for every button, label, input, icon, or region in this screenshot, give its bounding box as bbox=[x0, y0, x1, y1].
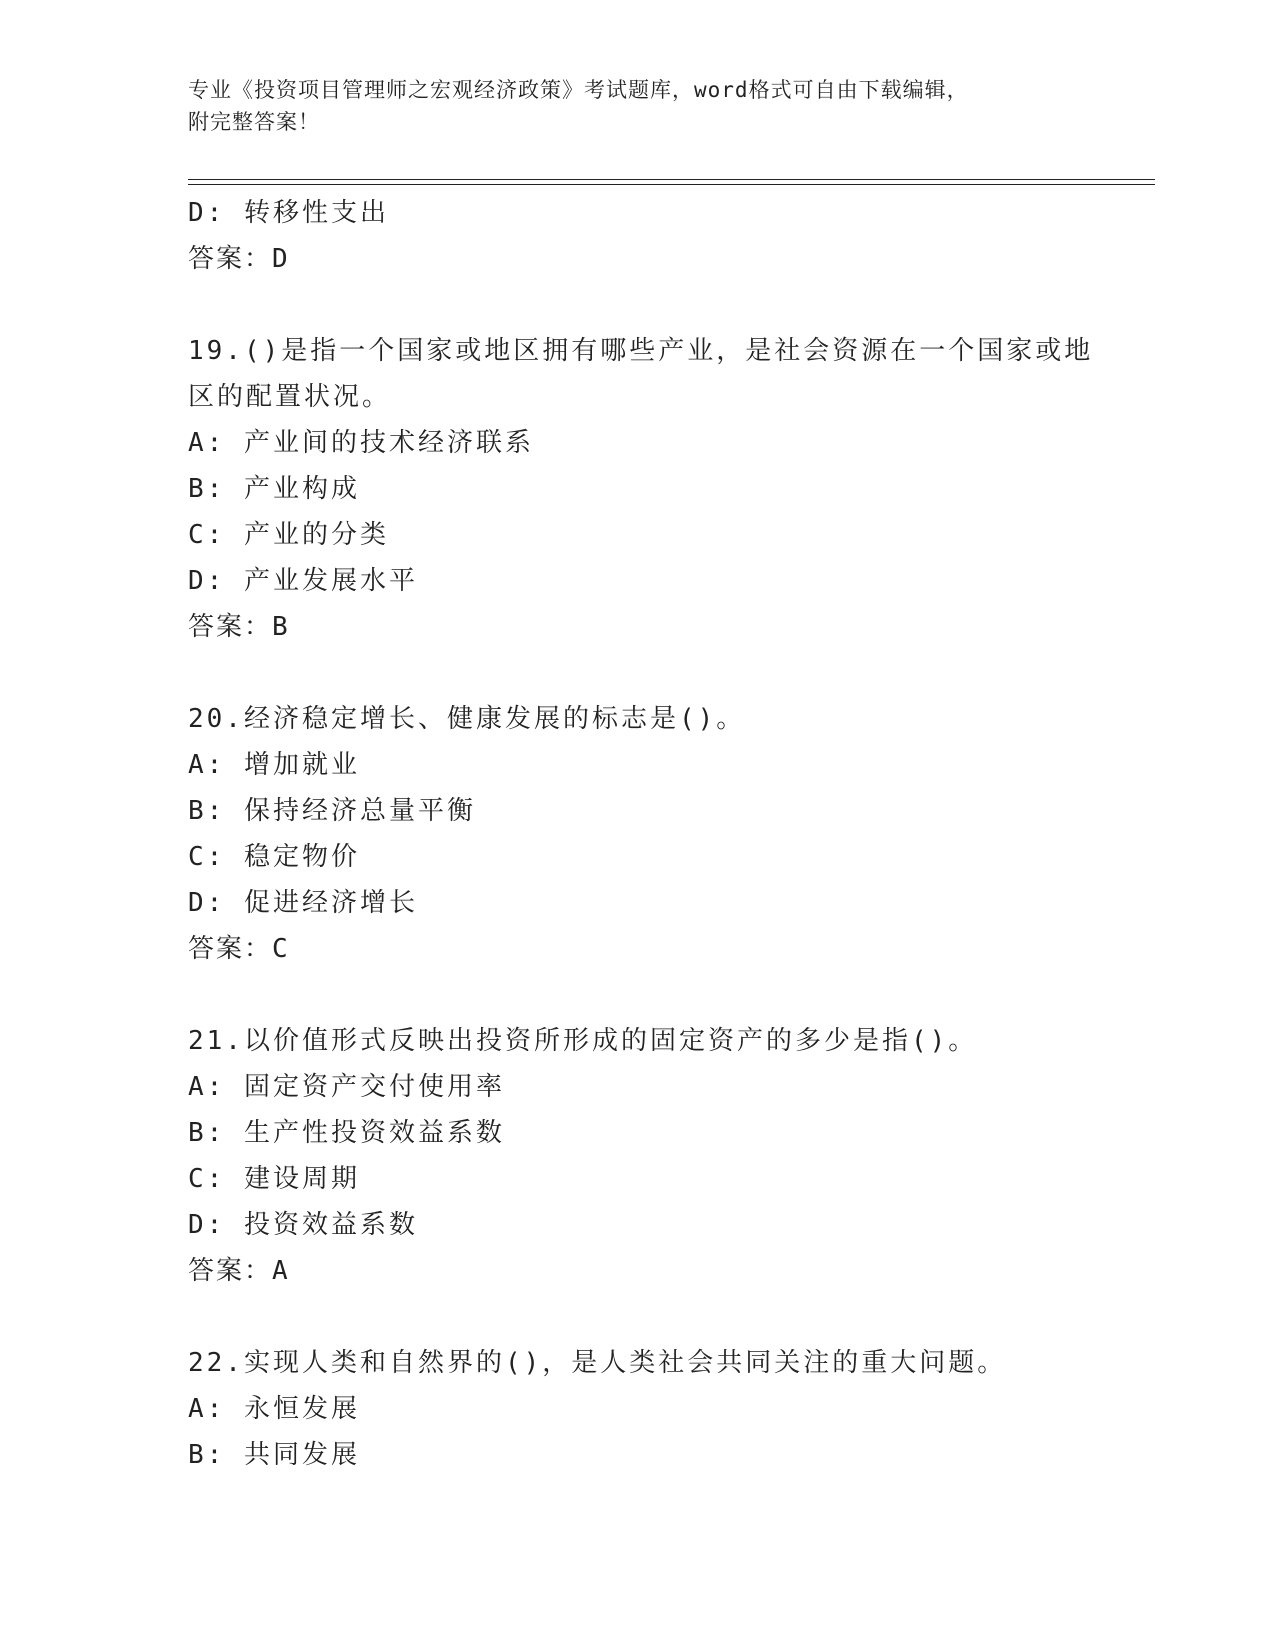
option-c: C: 稳定物价 bbox=[188, 842, 360, 872]
header-divider-top bbox=[188, 179, 1155, 180]
question-21 bbox=[188, 1018, 1088, 1294]
header-line-1: 专业《投资项目管理师之宏观经济政策》考试题库，word格式可自由下载编辑， bbox=[188, 78, 969, 102]
option-c: C: 建设周期 bbox=[188, 1164, 360, 1194]
option-a: A: 增加就业 bbox=[188, 750, 360, 780]
question-19 bbox=[188, 328, 1094, 650]
answer-value: A bbox=[272, 1256, 290, 1286]
answer-line bbox=[188, 1248, 1088, 1294]
answer-label: 答案： bbox=[188, 244, 273, 274]
question-text-cont: 区的配置状况。 bbox=[188, 382, 392, 412]
option-d: D: 投资效益系数 bbox=[188, 1210, 418, 1240]
answer-line bbox=[188, 926, 1088, 972]
answer-line bbox=[188, 604, 1088, 650]
option-a: A: 永恒发展 bbox=[188, 1394, 360, 1424]
option-d: D: 促进经济增长 bbox=[188, 888, 418, 918]
question-20 bbox=[188, 696, 1088, 972]
answer-label: 答案： bbox=[188, 612, 273, 642]
option-d: D: 产业发展水平 bbox=[188, 566, 418, 596]
header-line-2: 附完整答案！ bbox=[188, 110, 320, 134]
question-text: 19.()是指一个国家或地区拥有哪些产业，是社会资源在一个国家或地 bbox=[188, 336, 1094, 366]
answer-value: D bbox=[272, 244, 290, 274]
question-text: 22.实现人类和自然界的()，是人类社会共同关注的重大问题。 bbox=[188, 1348, 1007, 1378]
answer-label: 答案： bbox=[188, 1256, 273, 1286]
option-b: B: 共同发展 bbox=[188, 1440, 360, 1470]
option-b: B: 产业构成 bbox=[188, 474, 360, 504]
answer-value: C bbox=[272, 934, 290, 964]
option-b: B: 生产性投资效益系数 bbox=[188, 1118, 505, 1148]
question-list bbox=[188, 190, 1094, 1478]
option-b: B: 保持经济总量平衡 bbox=[188, 796, 476, 826]
header-divider-bottom bbox=[188, 184, 1155, 185]
question-text: 20.经济稳定增长、健康发展的标志是()。 bbox=[188, 704, 746, 734]
option-c: C: 产业的分类 bbox=[188, 520, 389, 550]
answer-line bbox=[188, 236, 1088, 282]
option-d: D: 转移性支出 bbox=[188, 198, 389, 228]
option-a: A: 固定资产交付使用率 bbox=[188, 1072, 505, 1102]
question-text: 21.以价值形式反映出投资所形成的固定资产的多少是指()。 bbox=[188, 1026, 978, 1056]
answer-label: 答案： bbox=[188, 934, 273, 964]
option-a: A: 产业间的技术经济联系 bbox=[188, 428, 534, 458]
document-header bbox=[188, 74, 1108, 138]
answer-value: B bbox=[272, 612, 290, 642]
question-22 bbox=[188, 1340, 1088, 1478]
